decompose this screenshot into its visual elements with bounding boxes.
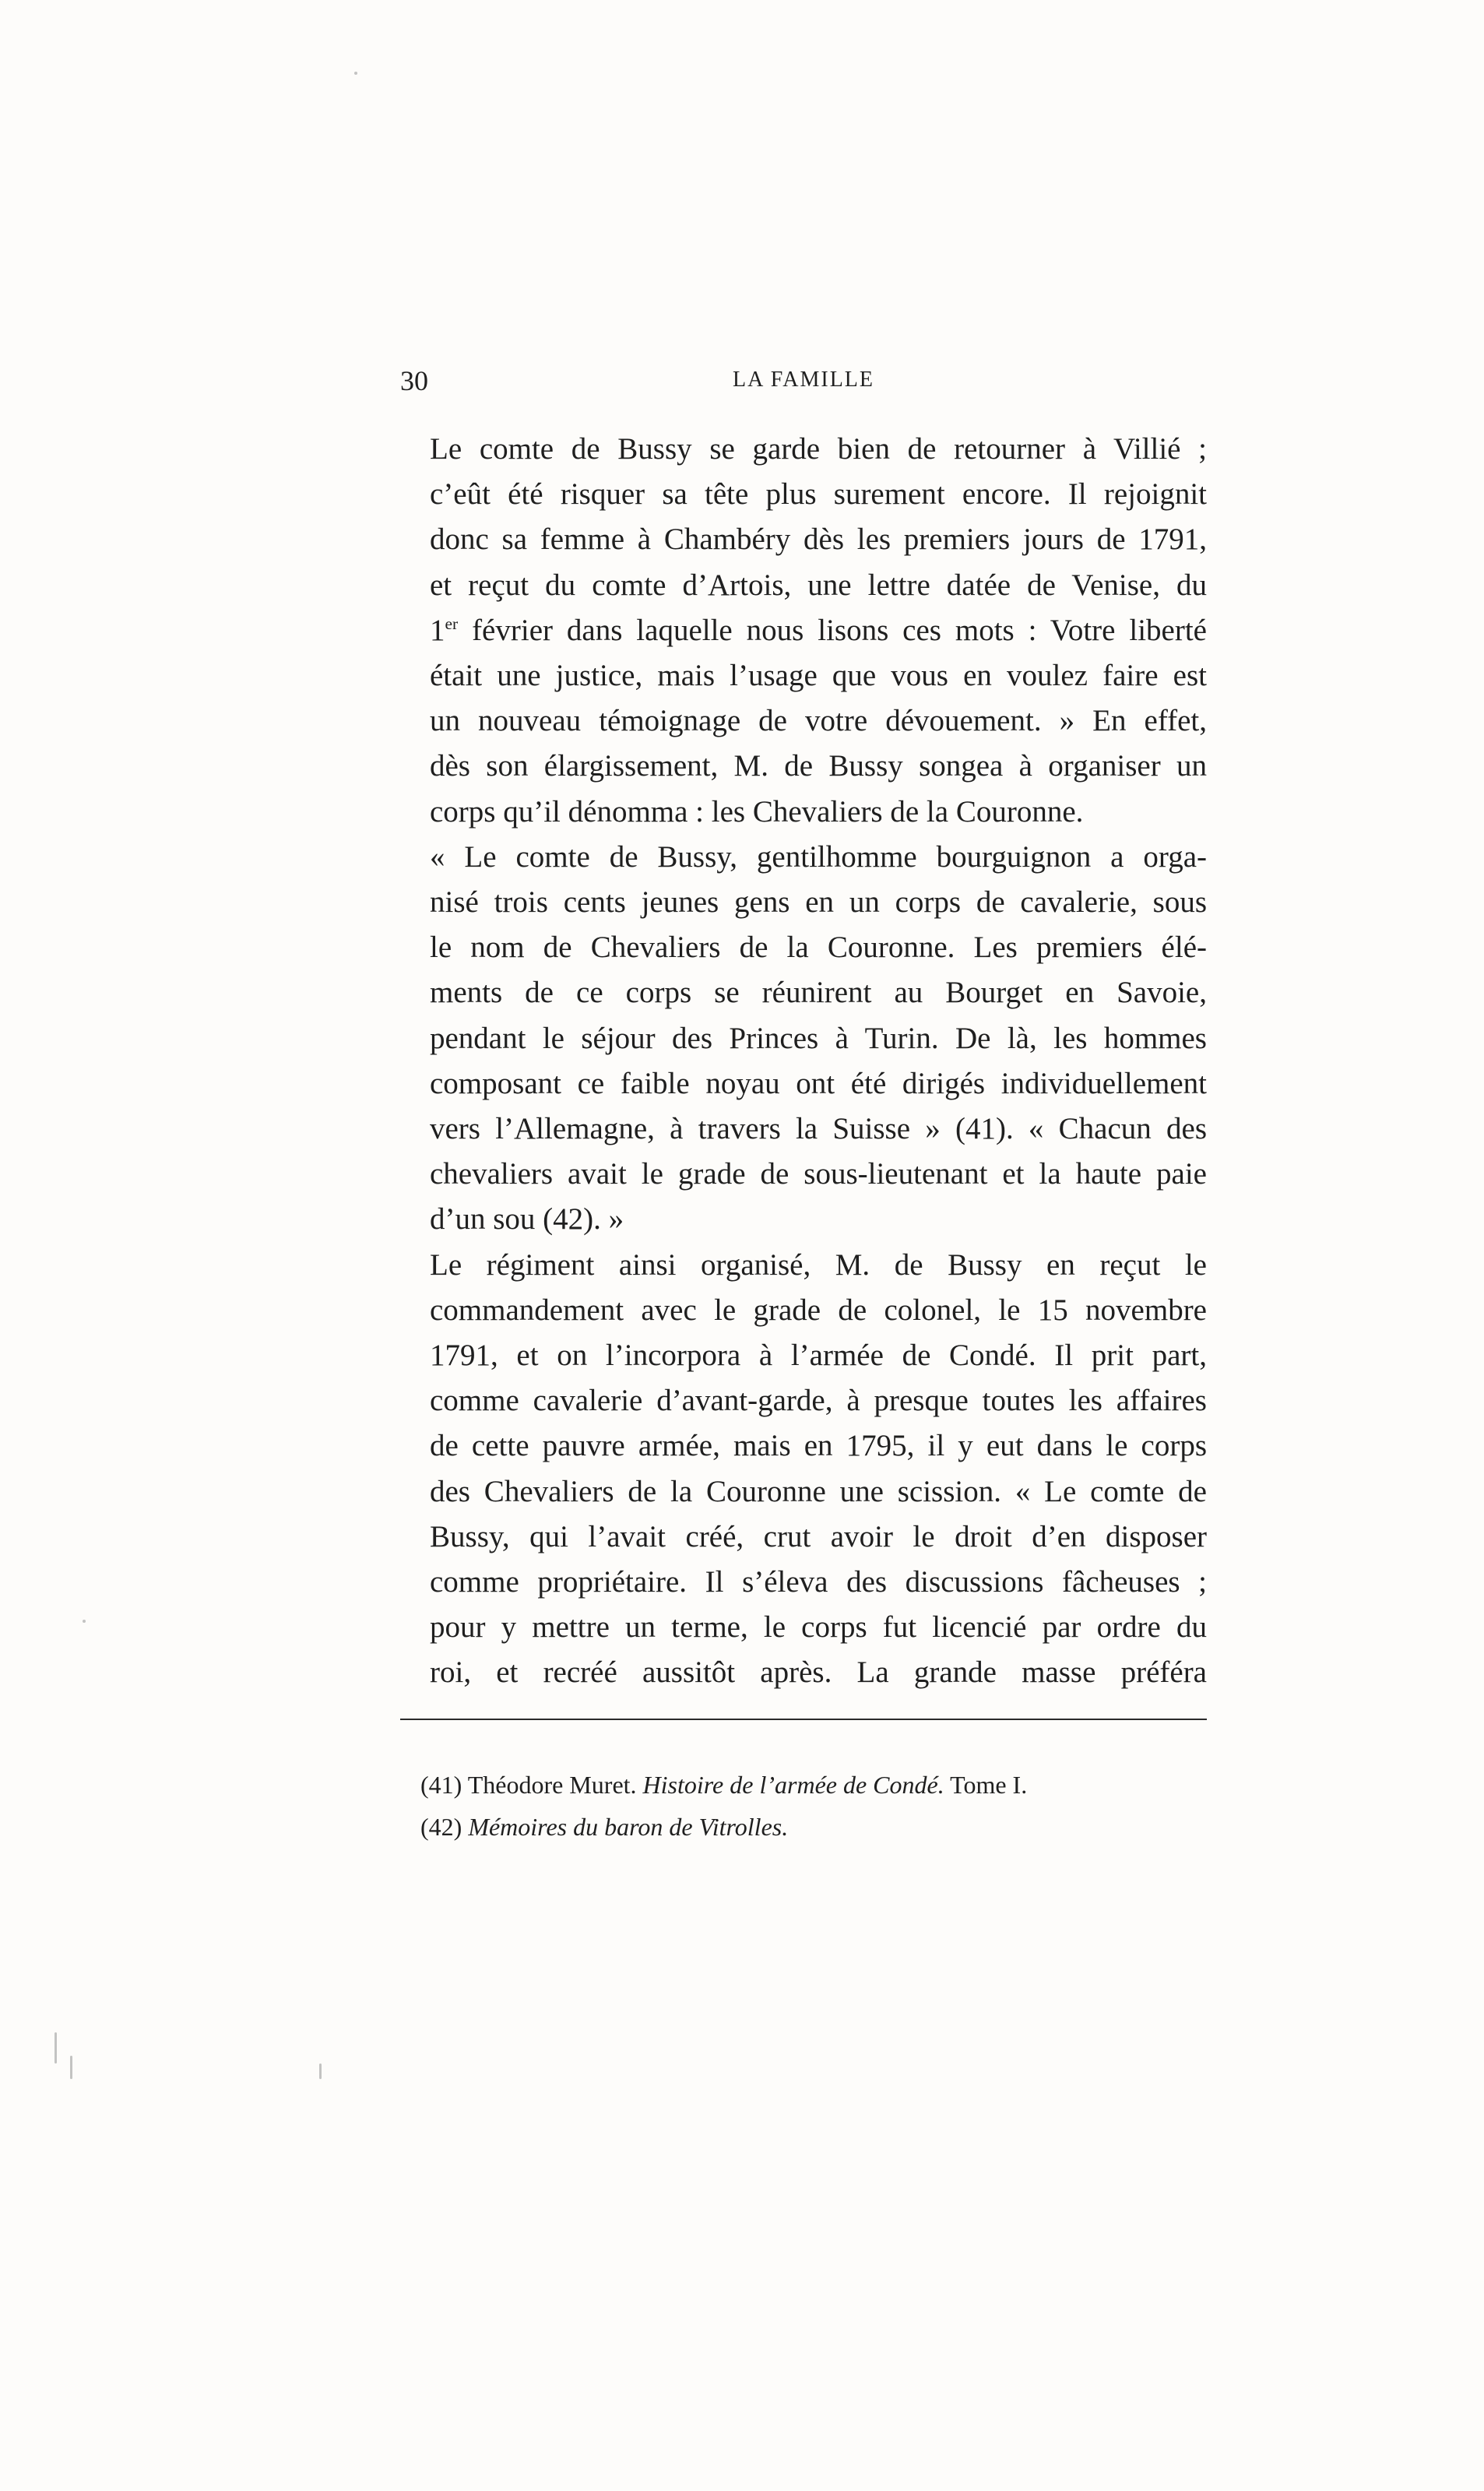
running-title: LA FAMILLE xyxy=(732,368,875,392)
paragraph xyxy=(400,427,1207,835)
text-line: de cette pauvre armée, mais en 1795, il y eut dans le corps xyxy=(430,1429,1207,1463)
footnote-title: Histoire de l’armée de Condé. xyxy=(642,1771,944,1799)
text-line: comme cavalerie d’avant-garde, à presque toutes les affaires xyxy=(430,1384,1207,1418)
text-line: ments de ce corps se réunirent au Bourget en Savoie, xyxy=(430,976,1207,1010)
footnote-number: (41) xyxy=(420,1771,462,1799)
text-line: composant ce faible noyau ont été dirigés individuellement xyxy=(430,1066,1207,1100)
scan-speck xyxy=(354,72,357,75)
text-line: 1er février dans laquelle nous lisons ces mots : Votre liberté xyxy=(430,613,1207,647)
scan-speck xyxy=(55,2032,57,2064)
ordinal-superscript: er xyxy=(445,614,459,633)
text-line: vers l’Allemagne, à travers la Suisse » (41). « Chacun des xyxy=(430,1112,1207,1146)
text-line: « Le comte de Bussy, gentilhomme bourguignon a orga- xyxy=(430,839,1207,874)
text-line: Le régiment ainsi organisé, M. de Bussy en reçut le xyxy=(430,1247,1207,1282)
text-line: et reçut du comte d’Artois, une lettre datée de Venise, du xyxy=(430,568,1207,602)
footnote-41 xyxy=(420,1764,1199,1806)
body-text xyxy=(400,427,1207,1696)
footnote-title: Mémoires du baron de Vitrolles. xyxy=(468,1813,789,1841)
scan-speck xyxy=(70,2056,72,2079)
text-line: nisé trois cents jeunes gens en un corps de cavalerie, sous xyxy=(430,885,1207,920)
footnotes xyxy=(420,1764,1199,1848)
paragraph xyxy=(400,835,1207,1243)
text-line: des Chevaliers de la Couronne une scission. « Le comte de xyxy=(430,1474,1207,1508)
page-number: 30 xyxy=(400,365,428,396)
text-line: d’un sou (42). » xyxy=(430,1202,624,1237)
text-line: pour y mettre un terme, le corps fut licencié par ordre du xyxy=(430,1610,1207,1645)
text-line: pendant le séjour des Princes à Turin. De là, les hommes xyxy=(430,1021,1207,1055)
footnote-divider xyxy=(400,1719,1207,1720)
footnote-number: (42) xyxy=(420,1813,462,1841)
footnote-volume: Tome I. xyxy=(950,1771,1028,1799)
text-line: le nom de Chevaliers de la Couronne. Les premiers élé- xyxy=(430,931,1207,965)
text-line: c’eût été risquer sa tête plus surement encore. Il rejoignit xyxy=(430,477,1207,512)
text-line: Bussy, qui l’avait créé, crut avoir le droit d’en disposer xyxy=(430,1519,1207,1553)
text-line: comme propriétaire. Il s’éleva des discussions fâcheuses ; xyxy=(430,1565,1207,1599)
text-line: 1791, et on l’incorpora à l’armée de Condé. Il prit part, xyxy=(430,1339,1207,1373)
footnote-42 xyxy=(420,1806,1199,1848)
scan-speck xyxy=(83,1620,86,1623)
footnote-author: Théodore Muret. xyxy=(467,1771,637,1799)
text-line: commandement avec le grade de colonel, le 15 novembre xyxy=(430,1293,1207,1327)
scan-speck xyxy=(319,2064,322,2079)
text-line: corps qu’il dénomma : les Chevaliers de la Couronne. xyxy=(430,794,1084,829)
text-line: chevaliers avait le grade de sous-lieutenant et la haute paie xyxy=(430,1157,1207,1191)
text-line: un nouveau témoignage de votre dévouement. » En effet, xyxy=(430,704,1207,738)
page-header xyxy=(400,364,1207,411)
text-line: dès son élargissement, M. de Bussy songea à organiser un xyxy=(430,749,1207,783)
text-line: donc sa femme à Chambéry dès les premiers jours de 1791, xyxy=(430,522,1207,557)
text-line: roi, et recréé aussitôt après. La grande masse préféra xyxy=(430,1655,1207,1690)
paragraph xyxy=(400,1243,1207,1696)
text-line: était une justice, mais l’usage que vous en voulez faire est xyxy=(430,659,1207,693)
text-line: Le comte de Bussy se garde bien de retourner à Villié ; xyxy=(430,432,1207,466)
